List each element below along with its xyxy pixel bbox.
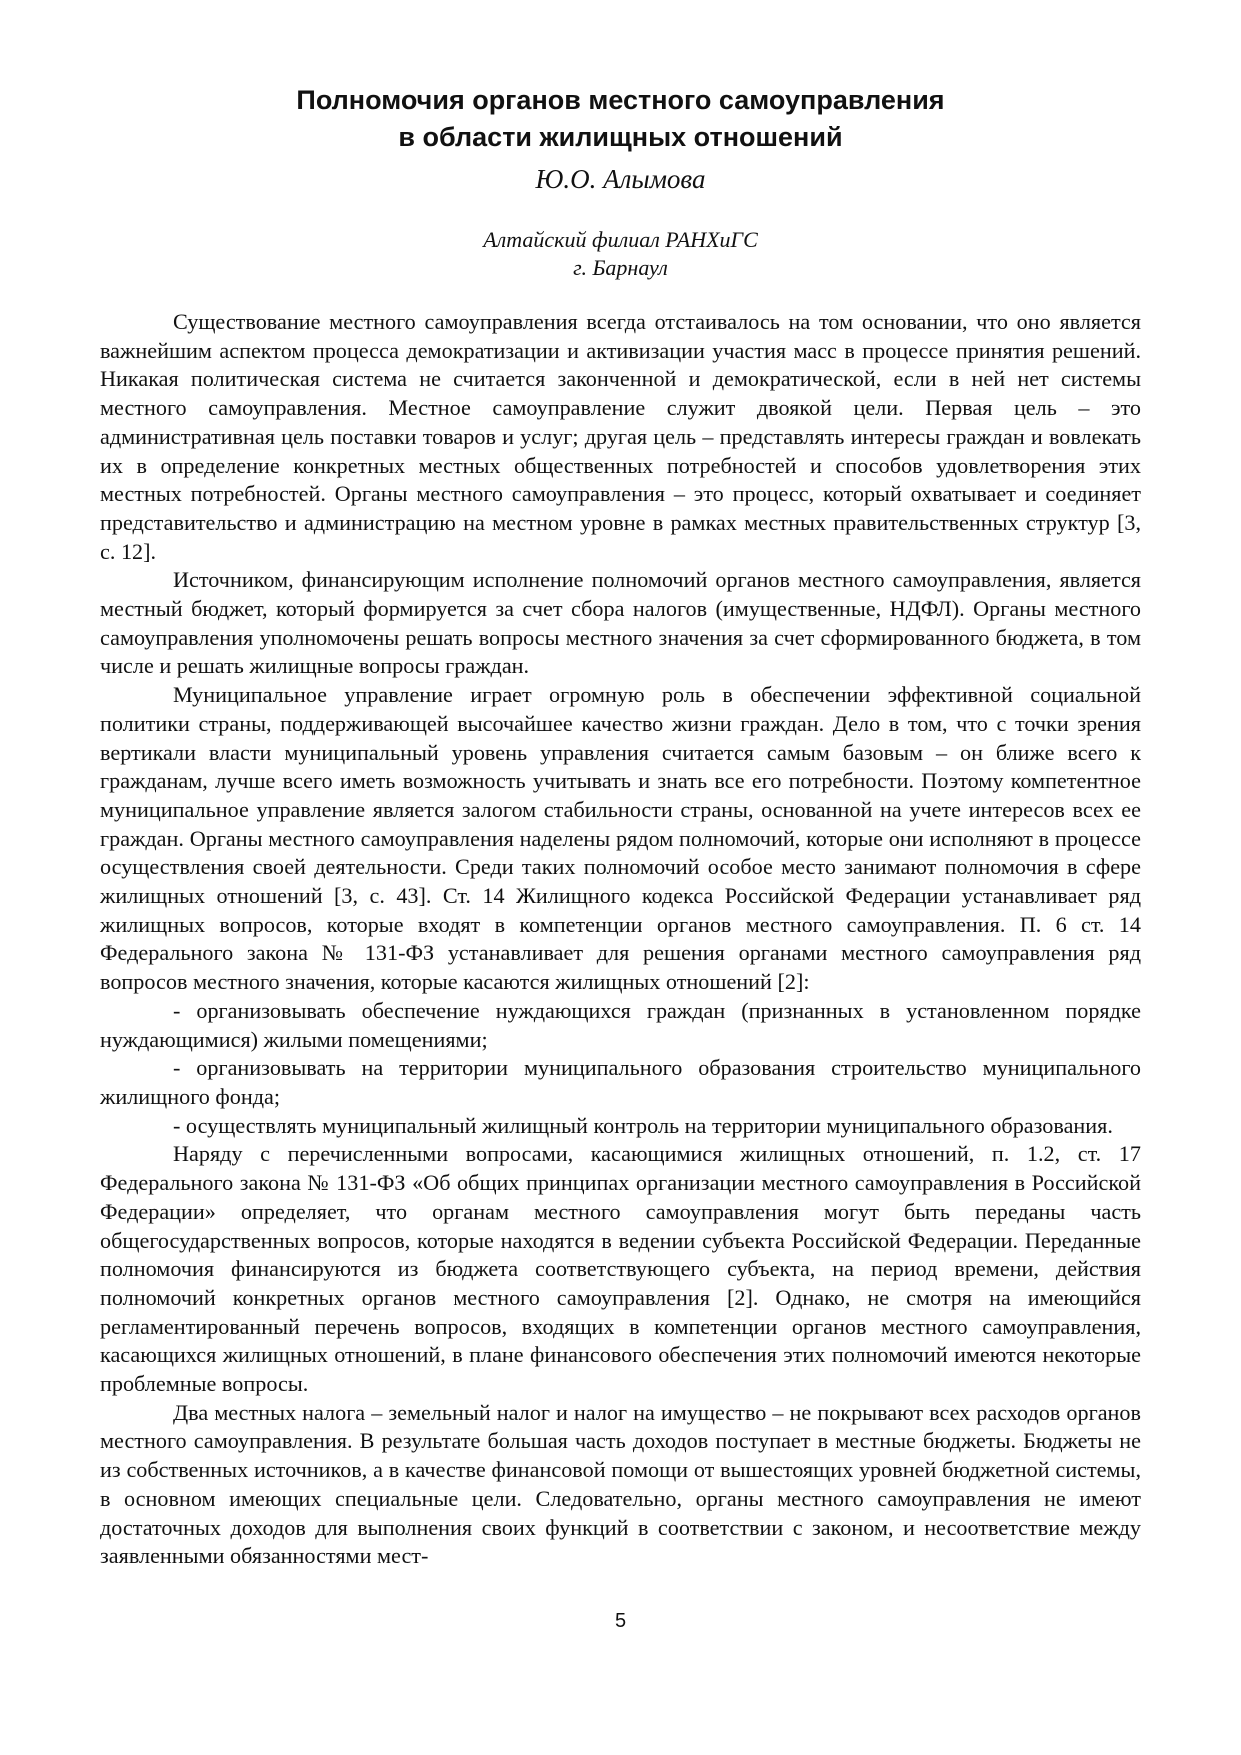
title-line-1: Полномочия органов местного самоуправления	[296, 85, 945, 115]
list-item: - организовывать обеспечение нуждающихся граждан (признанных в установленном порядке нуждающимися) жилыми помещениями;	[100, 997, 1141, 1052]
affiliation-name: Алтайский филиал РАНХиГС	[483, 227, 758, 252]
paragraph: Существование местного самоуправления всегда отстаивалось на том основании, что оно является важнейшим аспектом процесса демократизации и активизации участия масс в процессе принятия решений. Никакая политическая система не считается законченной и демократической, если в ней нет системы местного самоуправления. Местное самоуправление служит двоякой цели. Первая цель – это административная цель поставки товаров и услуг; другая цель – представлять интересы граждан и вовлекать их в определение конкретных местных общественных потребностей и способов удовлетворения этих местных потребностей. Органы местного самоуправления – это процесс, который охватывает и соединяет представительство и администрацию на местном уровне в рамках местных правительственных структур [3, с. 12].	[100, 309, 1141, 564]
list-item: - организовывать на территории муниципального образования строительство муниципального жилищного фонда;	[100, 1055, 1141, 1109]
title-line-2: в области жилищных отношений	[398, 122, 843, 152]
list-item: - осуществлять муниципальный жилищный контроль на территории муниципального образования.	[173, 1112, 1113, 1138]
paragraph: Наряду с перечисленными вопросами, касающимися жилищных отношений, п. 1.2, ст. 17 Федерального закона № 131-ФЗ «Об общих принципах организации местного самоуправления в Российской Федерации» определяет, что органам местного самоуправления могут быть переданы часть общегосударственных вопросов, которые находятся в ведении субъекта Российской Федерации. Переданные полномочия финансируются из бюджета соответствующего субъекта, на период времени, действия полномочий конкретных органов местного самоуправления [2]. Однако, не смотря на имеющийся регламентированный перечень вопросов, входящих в компетенции органов местного самоуправления, касающихся жилищных отношений, в плане финансового обеспечения этих полномочий имеются некоторые проблемные вопросы.	[100, 1141, 1141, 1397]
affiliation-block	[0, 226, 1241, 282]
article-title	[0, 82, 1241, 156]
article-body	[100, 308, 1141, 1571]
page-number: 5	[614, 1610, 627, 1632]
affiliation-city: г. Барнаул	[573, 255, 668, 280]
paragraph: Два местных налога – земельный налог и налог на имущество – не покрывают всех расходов органов местного самоуправления. В результате большая часть доходов поступает в местные бюджеты. Бюджеты не из собственных источников, а в качестве финансовой помощи от вышестоящих уровней бюджетной системы, в основном имеющих специальные цели. Следовательно, органы местного самоуправления не имеют достаточных доходов для выполнения своих функций в соответствии с законом, и несоответствие между заявленными обязанностями мест-	[100, 1399, 1141, 1569]
paragraph: Источником, финансирующим исполнение полномочий органов местного самоуправления, является местный бюджет, который формируется за счет сбора налогов (имущественные, НДФЛ). Органы местного самоуправления уполномочены решать вопросы местного значения за счет сформированного бюджета, в том числе и решать жилищные вопросы граждан.	[100, 567, 1141, 679]
author-name: Ю.О. Алымова	[535, 164, 706, 194]
paragraph: Муниципальное управление играет огромную роль в обеспечении эффективной социальной политики страны, поддерживающей высочайшее качество жизни граждан. Дело в том, что с точки зрения вертикали власти муниципальный уровень управления считается самым базовым – он ближе всего к гражданам, лучше всего иметь возможность учитывать и знать все его потребности. Поэтому компетентное муниципальное управление является залогом стабильности страны, основанной на учете интересов всех ее граждан. Органы местного самоуправления наделены рядом полномочий, которые они исполняют в процессе осуществления своей деятельности. Среди таких полномочий особое место занимают полномочия в сфере жилищных отношений [3, с. 43]. Ст. 14 Жилищного кодекса Российской Федерации устанавливает ряд жилищных вопросов, которые входят в компетенции органов местного самоуправления. П. 6 ст. 14 Федерального закона № 131-ФЗ устанавливает для решения органами местного самоуправления ряд вопросов местного значения, которые касаются жилищных отношений [2]:	[100, 682, 1141, 995]
